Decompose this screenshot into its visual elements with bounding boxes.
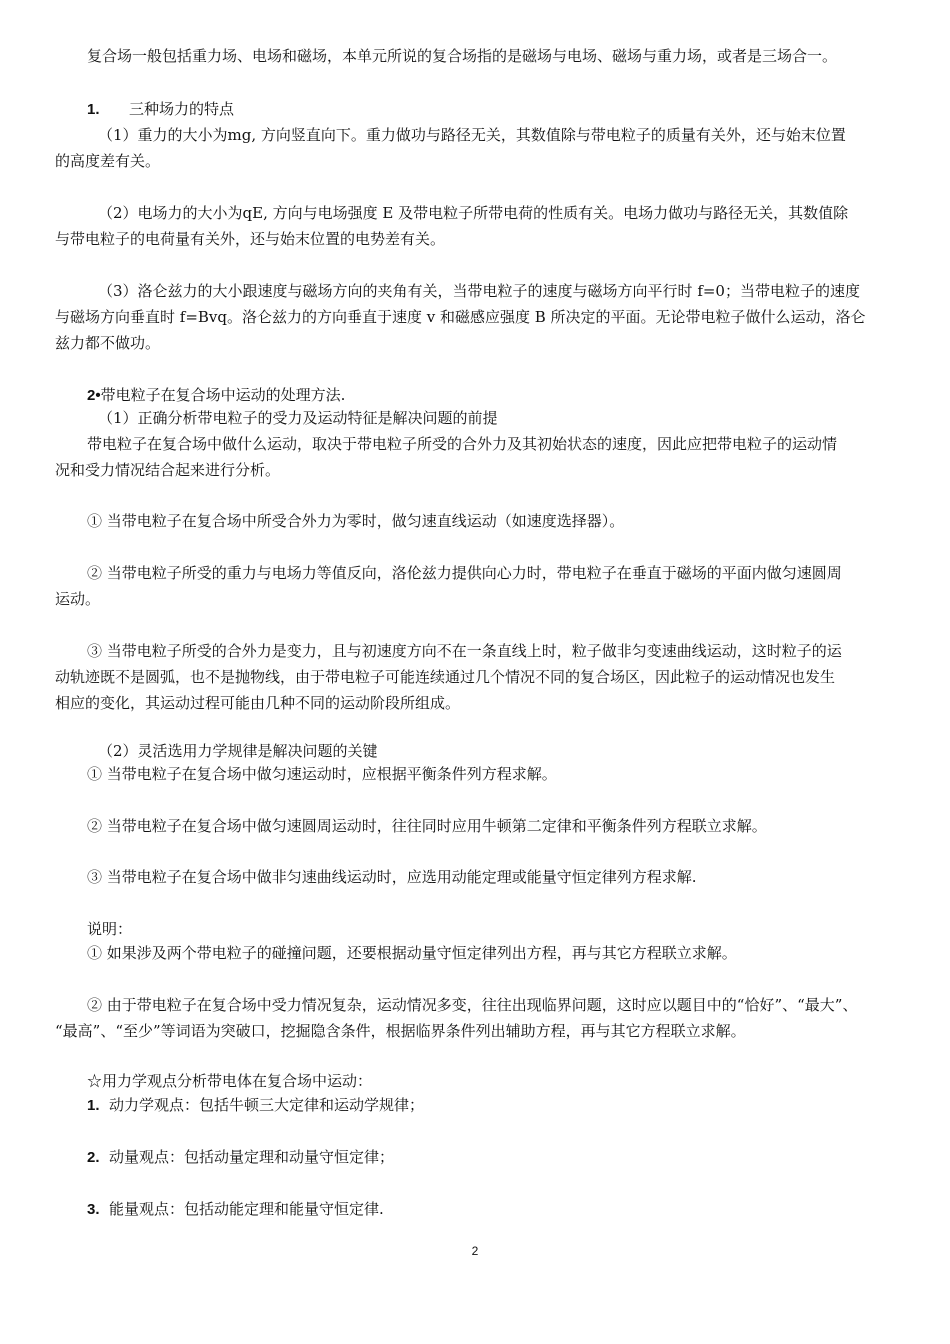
para-gravity-line-1: （1）重力的大小为mg, 方向竖直向下。重力做功与路径无关，其数值除与带电粒子的质量有关外，还与始末位置: [98, 126, 846, 144]
case-2-line-2: 运动。: [55, 590, 101, 608]
para-lorentz-line-3: 兹力都不做功。: [55, 334, 161, 352]
view-3-number: 3.: [87, 1201, 100, 1218]
note-1: ① 如果涉及两个带电粒子的碰撞问题，还要根据动量守恒定律列出方程，再与其它方程联立求解。: [87, 944, 737, 962]
note-title: 说明：: [87, 920, 133, 938]
case-3-line-2: 动轨迹既不是圆弧，也不是抛物线，由于带电粒子可能连续通过几个情况不同的复合场区，因此粒子的运动情况也发生: [55, 668, 836, 686]
view-1-text: 动力学观点：包括牛顿三大定律和运动学规律；: [109, 1096, 425, 1114]
section-1-heading: [87, 96, 932, 123]
subsection-2-1-body-line-1: 带电粒子在复合场中做什么运动，取决于带电粒子所受的合外力及其初始状态的速度，因此应把带电粒子的运动情: [87, 435, 838, 453]
case-3-line-3: 相应的变化，其运动过程可能由几种不同的运动阶段所组成。: [55, 694, 461, 712]
view-2-number: 2.: [87, 1149, 100, 1166]
para-electric-line-2: 与带电粒子的电荷量有关外，还与始末位置的电势差有关。: [55, 230, 446, 248]
view-2-text: 动量观点：包括动量定理和动量守恒定律；: [109, 1148, 395, 1166]
para-lorentz-line-2: 与磁场方向垂直时 f=Bvq。洛仑兹力的方向垂直于速度 v 和磁感应强度 B 所决定的平面。无论带电粒子做什么运动，洛仑: [55, 308, 866, 326]
section-2-title: 带电粒子在复合场中运动的处理方法.: [100, 386, 346, 404]
case-3-line-1: ③ 当带电粒子所受的合外力是变力，且与初速度方向不在一条直线上时，粒子做非匀变速曲线运动，这时粒子的运: [87, 642, 842, 660]
subsection-2-1-body-line-2: 况和受力情况结合起来进行分析。: [55, 461, 281, 479]
subsection-2-2-title: （2）灵活选用力学规律是解决问题的关键: [98, 742, 378, 760]
para-electric-line-1: （2）电场力的大小为qE, 方向与电场强度 E 及带电粒子所带电荷的性质有关。电场力做功与路径无关，其数值除: [98, 204, 849, 222]
view-3-text: 能量观点：包括动能定理和能量守恒定律.: [109, 1200, 384, 1218]
note-2-line-1: ② 由于带电粒子在复合场中受力情况复杂，运动情况多变，往往出现临界问题，这时应以题目中的“恰好”、“最大”、: [87, 996, 858, 1014]
rule-1: ① 当带电粒子在复合场中做匀速运动时，应根据平衡条件列方程求解。: [87, 765, 557, 783]
section-2-number: 2•: [87, 387, 101, 404]
rule-2: ② 当带电粒子在复合场中做匀速圆周运动时，往往同时应用牛顿第二定律和平衡条件列方程联立求解。: [87, 817, 767, 835]
mechanics-view-title: ☆用力学观点分析带电体在复合场中运动：: [87, 1072, 373, 1090]
view-1-number: 1.: [87, 1097, 100, 1114]
para-lorentz-line-1: （3）洛仑兹力的大小跟速度与磁场方向的夹角有关，当带电粒子的速度与磁场方向平行时 f=0；当带电粒子的速度: [98, 282, 860, 300]
section-1-number: 1.: [87, 101, 100, 118]
intro-paragraph: 复合场一般包括重力场、电场和磁场，本单元所说的复合场指的是磁场与电场、磁场与重力场，或者是三场合一。: [87, 47, 838, 65]
page-number: 2: [471, 1244, 479, 1258]
section-1-title: 三种场力的特点: [129, 100, 235, 118]
subsection-2-1-title: （1）正确分析带电粒子的受力及运动特征是解决问题的前提: [98, 409, 498, 427]
para-gravity-line-2: 的高度差有关。: [55, 152, 161, 170]
view-3: [87, 1196, 932, 1223]
case-1: ① 当带电粒子在复合场中所受合外力为零时，做匀速直线运动（如速度选择器）。: [87, 512, 625, 530]
view-2: [87, 1144, 932, 1171]
case-2-line-1: ② 当带电粒子所受的重力与电场力等值反向，洛伦兹力提供向心力时，带电粒子在垂直于磁场的平面内做匀速圆周: [87, 564, 842, 582]
view-1: [87, 1092, 932, 1119]
rule-3: ③ 当带电粒子在复合场中做非匀速曲线运动时，应选用动能定理或能量守恒定律列方程求解.: [87, 868, 697, 886]
note-2-line-2: “最高”、“至少”等词语为突破口，挖掘隐含条件，根据临界条件列出辅助方程，再与其它方程联立求解。: [55, 1022, 746, 1040]
